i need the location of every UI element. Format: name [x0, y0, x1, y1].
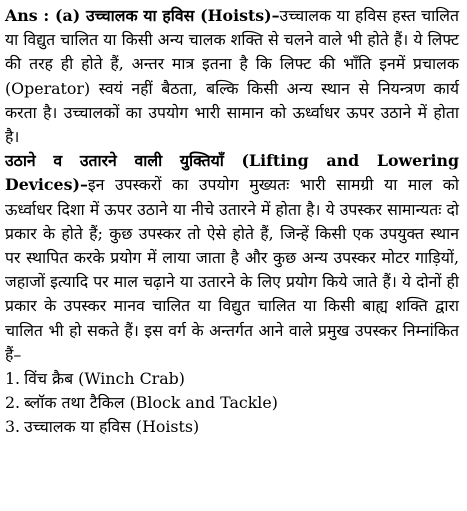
answer-heading: उच्चालक या हविस (Hoists) [86, 6, 272, 25]
lifting-devices-heading: उठाने व उतारने वाली युक्तियाँ (Lifting and Lowering Devices) [5, 151, 459, 195]
answer-paragraph [5, 4, 459, 149]
list-item [5, 391, 459, 415]
answer-body: उच्चालक या हविस हस्त चालित या विद्युत चालित या किसी अन्य चालक शक्ति से चलने वाले भी होते हैं। ये लिफ्ट की तरह ही होते हैं, अन्तर मात्र इतना है कि लिफ्ट की भाँति इनमें प्रचालक (Operator) स्वयं नहीं बैठता, बल्कि किसी अन्य स्थान से नियन्त्रण कार्य करता है। उच्चालकों का उपयोग भारी सामान को ऊर्ध्वाधर ऊपर उठाने में होता है। [5, 6, 460, 147]
answer-prefix: Ans : (a) [5, 6, 87, 25]
list-item-number: 2. [5, 393, 21, 413]
lifting-devices-paragraph [5, 149, 459, 367]
answer-heading-dash: – [271, 6, 280, 25]
list-item-number: 3. [5, 417, 21, 437]
list-item [5, 415, 459, 439]
list-item [5, 367, 459, 391]
equipment-list [5, 367, 459, 440]
lifting-devices-body: इन उपस्करों का उपयोग मुख्यतः भारी सामग्री या माल को ऊर्ध्वाधर दिशा में ऊपर उठाने या नीचे उतारने में होता है। ये उपस्कर सामान्यतः दो प्रकार के होते हैं; कुछ उपस्कर तो ऐसे होते हैं, जिन्हें किसी एक उपयुक्त स्थान पर स्थापित करके प्रयोग में लाया जाता है और कुछ अन्य उपस्कर मोटर गाड़ियों, जहाजों इत्यादि पर माल चढ़ाने या उतारने के लिए प्रयोग किये जाते हैं। ये दोनों ही प्रकार के उपस्कर मानव चालित या विद्युत चालित या किसी बाह्य शक्ति द्वारा चालित भी हो सकते हैं। इस वर्ग के अन्तर्गत आने वाले प्रमुख उपस्कर निम्नांकित हैं– [5, 175, 459, 364]
list-item-text: उच्चालक या हविस (Hoists) [24, 417, 200, 437]
list-item-text: ब्लॉक तथा टैकिल (Block and Tackle) [24, 393, 278, 413]
lifting-devices-heading-dash: – [79, 175, 88, 195]
list-item-number: 1. [5, 369, 21, 389]
list-item-text: विंच क्रैब (Winch Crab) [24, 369, 185, 389]
